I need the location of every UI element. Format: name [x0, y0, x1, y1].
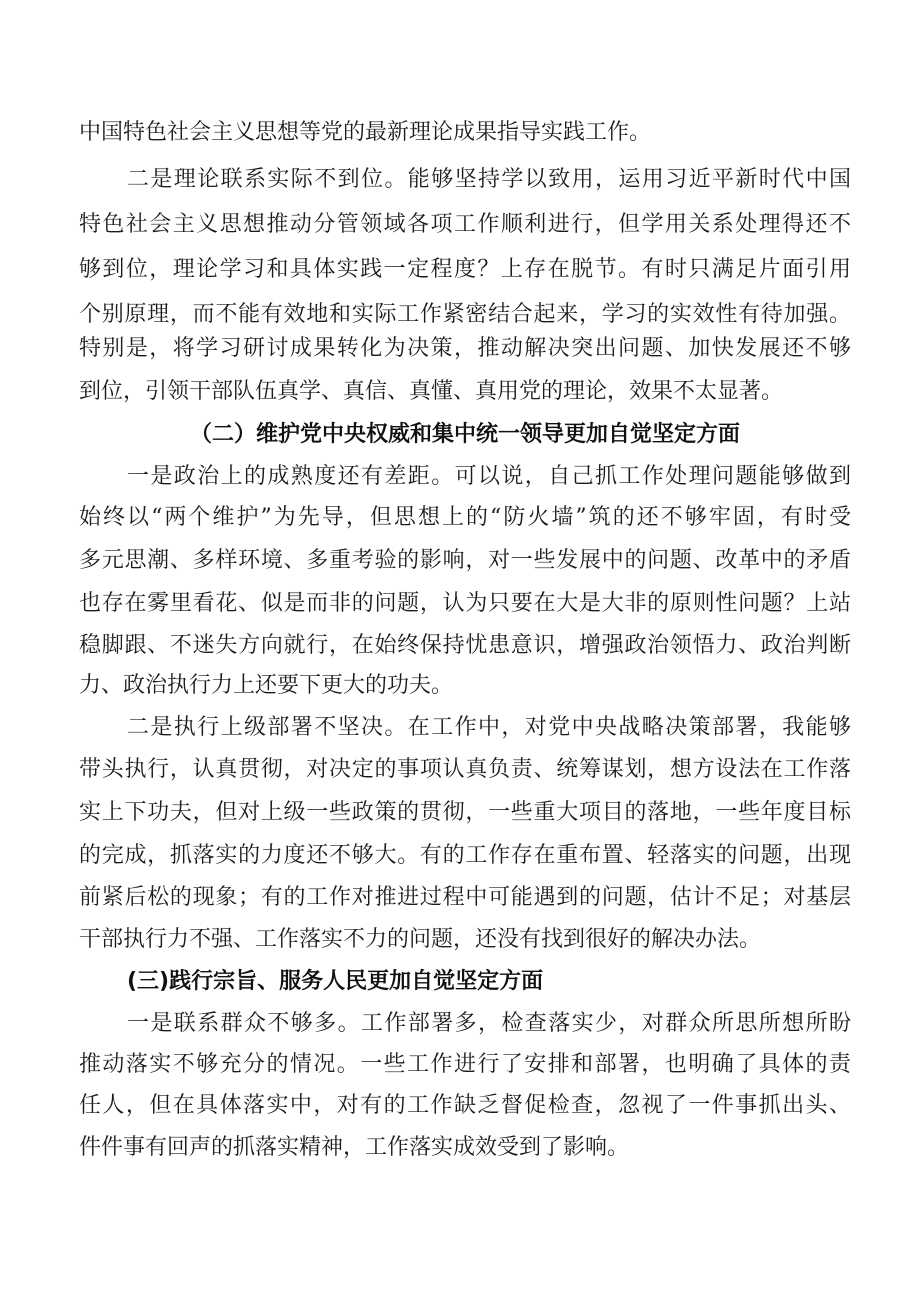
- paragraph-line: 也存在雾里看花、似是而非的问题，认为只要在大是大非的原则性问题？上站: [79, 591, 851, 616]
- paragraph-line: 推动落实不够充分的情况。一些工作进行了安排和部署，也明确了具体的责: [79, 1052, 851, 1077]
- paragraph-line: 二是执行上级部署不坚决。在工作中，对党中央战略决策部署，我能够: [127, 715, 851, 740]
- paragraph-line: 的完成，抓落实的力度还不够大。有的工作存在重布置、轻落实的问题，出现: [79, 843, 851, 868]
- paragraph-line: 前紧后松的现象；有的工作对推进过程中可能遇到的问题，估计不足；对基层: [79, 885, 851, 910]
- paragraph-line: 实上下功夫，但对上级一些政策的贯彻，一些重大项目的落地，一些年度目标: [79, 800, 851, 825]
- section-heading: (三)践行宗旨、服务人民更加自觉坚定方面: [127, 969, 544, 994]
- paragraph-line: 一是联系群众不够多。工作部署多，检查落实少，对群众所思所想所盼: [127, 1011, 851, 1036]
- paragraph-line: 多元思潮、多样环境、多重考验的影响，对一些发展中的问题、改革中的矛盾: [79, 548, 851, 573]
- paragraph-line: 稳脚跟、不迷失方向就行，在始终保持忧患意识，增强政治领悟力、政治判断: [79, 633, 851, 658]
- paragraph-line: 特色社会主义思想推动分管领域各项工作顺利进行，但学用关系处理得还不: [79, 212, 851, 237]
- paragraph-line: 力、政治执行力上还要下更大的功夫。: [79, 673, 454, 698]
- paragraph-line: 二是理论联系实际不到位。能够坚持学以致用，运用习近平新时代中国: [127, 167, 851, 192]
- paragraph-line: 够到位，理论学习和具体实践一定程度？上存在脱节。有时只满足片面引用: [79, 257, 851, 282]
- paragraph-line: 特别是，将学习研讨成果转化为决策，推动解决突出问题、加快发展还不够: [79, 336, 851, 361]
- paragraph-line: 始终以“两个维护”为先导，但思想上的“防火墙”筑的还不够牢固，有时受: [79, 505, 851, 530]
- paragraph-line: 件件事有回声的抓落实精神，工作落实成效受到了影响。: [79, 1135, 630, 1160]
- paragraph-line: 中国特色社会主义思想等党的最新理论成果指导实践工作。: [79, 120, 652, 145]
- paragraph-line: 干部执行力不强、工作落实不力的问题，还没有找到很好的解决办法。: [79, 927, 762, 952]
- paragraph-line: 任人，但在具体落实中，对有的工作缺乏督促检查，忽视了一件事抓出头、: [79, 1093, 851, 1118]
- paragraph-line: 到位，引领干部队伍真学、真信、真懂、真用党的理论，效果不太显著。: [79, 379, 784, 404]
- paragraph-line: 个别原理，而不能有效地和实际工作紧密结合起来，学习的实效性有待加强。: [79, 302, 851, 327]
- paragraph-line: 一是政治上的成熟度还有差距。可以说，自己抓工作处理问题能够做到: [127, 464, 851, 489]
- section-heading: （二）维护党中央权威和集中统一领导更加自觉坚定方面: [189, 422, 740, 447]
- paragraph-line: 带头执行，认真贯彻，对决定的事项认真负责、统筹谋划，想方设法在工作落: [79, 757, 851, 782]
